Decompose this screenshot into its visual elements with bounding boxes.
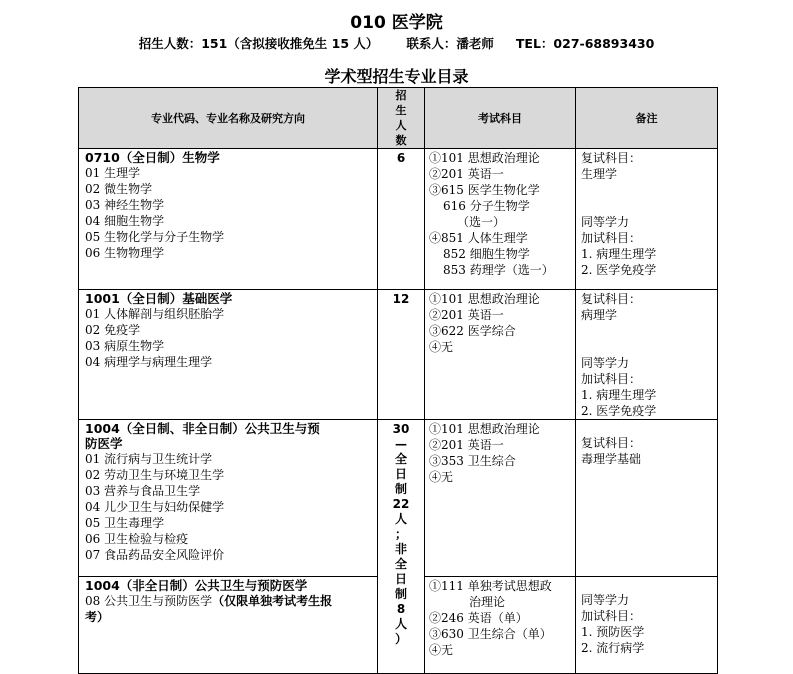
note-item: 同等学力 [581, 593, 630, 607]
count-cell: 12 [378, 290, 425, 420]
direction-item: 04 细胞生物学 [85, 214, 165, 228]
header-info [0, 34, 793, 52]
major-name: 1004（非全日制）公共卫生与预防医学 [85, 578, 308, 593]
notes-cell [576, 290, 718, 420]
exam-item: ②201 英语一 [429, 167, 504, 181]
note-item: 2. 医学免疫学 [581, 263, 657, 277]
note-item: 生理学 [581, 167, 618, 181]
exam-item: ①101 思想政治理论 [429, 422, 540, 436]
section-title: 学术型招生专业目录 [324, 67, 469, 86]
note-item: 加试科目： [581, 231, 642, 245]
direction-item-cont: 考） [85, 610, 110, 624]
count-part: ） [394, 632, 407, 646]
exam-item: ④无 [429, 643, 454, 657]
exam-item: 853 药理学（选一） [443, 263, 554, 277]
catalog-table [78, 87, 718, 674]
note-item: 复试科目： [581, 292, 642, 306]
exam-cell [425, 149, 576, 290]
note-item: 复试科目： [581, 151, 642, 165]
exam-item: ①111 单独考试思想政 [429, 579, 552, 593]
col-header-major: 专业代码、专业名称及研究方向 [79, 88, 378, 149]
direction-item: 03 神经生物学 [85, 198, 165, 212]
direction-item: 02 微生物学 [85, 182, 153, 196]
direction-item: 02 劳动卫生与环境卫生学 [85, 468, 225, 482]
major-name: 1004（全日制、非全日制）公共卫生与预 [85, 421, 320, 436]
count-cell: 6 [378, 149, 425, 290]
count-part: 全日制 22 人 [392, 452, 410, 526]
major-name: 1001（全日制）基础医学 [85, 291, 233, 306]
notes-cell [576, 420, 718, 577]
direction-item: 08 公共卫生与预防医学（仅限单独考试考生报 [85, 594, 333, 608]
exam-item: ②201 英语一 [429, 438, 504, 452]
contact-info: 联系人：潘老师 [406, 36, 494, 51]
note-item: 加试科目： [581, 609, 642, 623]
exam-item: ③630 卫生综合（单） [429, 627, 552, 641]
enrollment-info: 招生人数：151（含拟接收推免生 15 人） [138, 36, 379, 51]
count-part: 非全日制 8 人 [394, 542, 407, 631]
direction-item: 01 生理学 [85, 166, 141, 180]
exam-item: （选一） [456, 215, 505, 229]
exam-item: 治理论 [469, 595, 506, 609]
exam-item: ②201 英语一 [429, 308, 504, 322]
count-cell [378, 420, 425, 674]
page-title: 010 医学院 [350, 13, 443, 33]
major-name: 0710（全日制）生物学 [85, 150, 220, 165]
note-item: 2. 流行病学 [581, 641, 645, 655]
table-header-row [79, 88, 718, 149]
note-item: 1. 预防医学 [581, 625, 645, 639]
note-item: 2. 医学免疫学 [581, 404, 657, 418]
exam-item: ③353 卫生综合 [429, 454, 516, 468]
col-header-count: 招生人数 [378, 88, 425, 149]
count-value: 30 [392, 422, 410, 436]
exam-item: ④851 人体生理学 [429, 231, 528, 245]
notes-cell [576, 149, 718, 290]
exam-item: ①101 思想政治理论 [429, 151, 540, 165]
direction-item: 07 食品药品安全风险评价 [85, 548, 225, 562]
direction-item: 01 流行病与卫生统计学 [85, 452, 213, 466]
exam-cell [425, 290, 576, 420]
exam-item: ②246 英语（单） [429, 611, 528, 625]
exam-item: ④无 [429, 470, 454, 484]
table-row [79, 290, 718, 420]
exam-item: ③622 医学综合 [429, 324, 516, 338]
exam-item: 852 细胞生物学 [443, 247, 530, 261]
count-part: ； [394, 527, 407, 541]
count-part: — [395, 437, 407, 451]
exam-item: ①101 思想政治理论 [429, 292, 540, 306]
table-row [79, 149, 718, 290]
tel-info: TEL：027-68893430 [515, 36, 655, 51]
major-cell [79, 577, 378, 674]
note-item: 加试科目： [581, 372, 642, 386]
note-item: 复试科目： [581, 436, 642, 450]
major-cell [79, 420, 378, 577]
note-item: 1. 病理生理学 [581, 247, 657, 261]
major-name-cont: 防医学 [85, 436, 123, 451]
direction-item: 01 人体解剖与组织胚胎学 [85, 307, 225, 321]
exam-item: ③615 医学生物化学 [429, 183, 540, 197]
notes-cell [576, 577, 718, 674]
direction-item: 06 卫生检验与检疫 [85, 532, 189, 546]
exam-item: ④无 [429, 340, 454, 354]
direction-item: 04 儿少卫生与妇幼保健学 [85, 500, 225, 514]
table-row [79, 420, 718, 577]
col-header-notes: 备注 [576, 88, 718, 149]
note-item: 毒理学基础 [581, 452, 642, 466]
note-item: 同等学力 [581, 356, 630, 370]
direction-item: 04 病理学与病理生理学 [85, 355, 213, 369]
exam-cell [425, 420, 576, 577]
direction-item: 05 生物化学与分子生物学 [85, 230, 225, 244]
col-header-exams: 考试科目 [425, 88, 576, 149]
direction-item: 02 免疫学 [85, 323, 141, 337]
direction-item: 05 卫生毒理学 [85, 516, 165, 530]
major-cell [79, 290, 378, 420]
note-item: 1. 病理生理学 [581, 388, 657, 402]
note-item: 病理学 [581, 308, 618, 322]
direction-item: 03 营养与食品卫生学 [85, 484, 201, 498]
direction-item: 03 病原生物学 [85, 339, 165, 353]
exam-item: 616 分子生物学 [443, 199, 530, 213]
major-cell [79, 149, 378, 290]
exam-cell [425, 577, 576, 674]
note-item: 同等学力 [581, 215, 630, 229]
direction-item: 06 生物物理学 [85, 246, 165, 260]
